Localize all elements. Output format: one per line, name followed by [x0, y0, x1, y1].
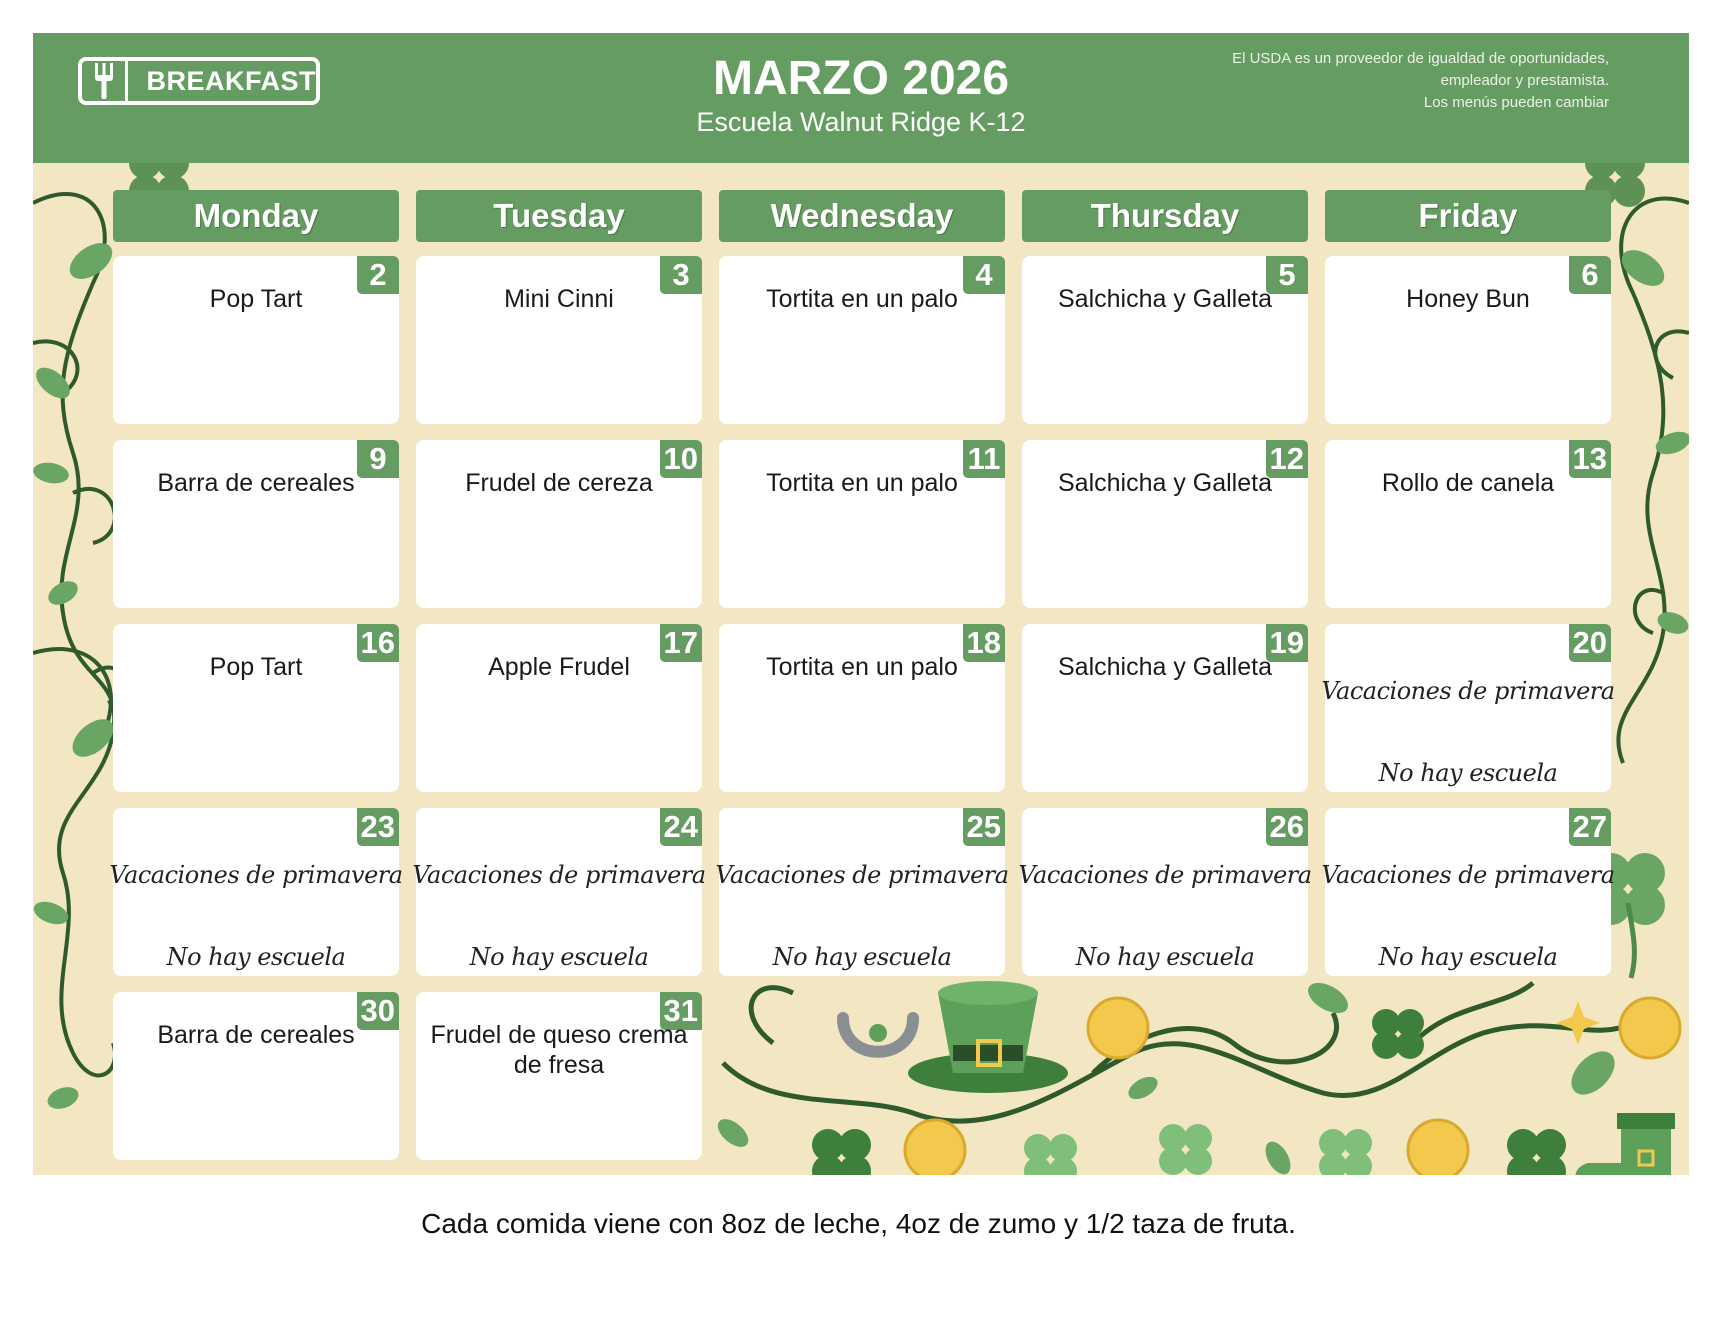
spring-break-note: Vacaciones de primavera: [1321, 861, 1615, 889]
page-title: MARZO 2026: [712, 52, 1010, 105]
date-number: 16: [357, 624, 399, 662]
usda-line: empleador y prestamista.: [1440, 72, 1609, 89]
leprechaun-hat-icon: [908, 981, 1068, 1093]
spring-break-note: Vacaciones de primavera: [109, 861, 403, 889]
meal-item: Apple Frudel: [488, 653, 630, 681]
meal-item: Frudel de cereza: [465, 469, 653, 497]
footer-note: Cada comida viene con 8oz de leche, 4oz de zumo y 1/2 taza de fruta.: [421, 1208, 1296, 1239]
logo-label: BREAKFAST: [146, 65, 316, 96]
st-patricks-illustration: [33, 33, 1689, 1175]
sparkle-icon: [1556, 1001, 1600, 1045]
boot-icon: [1575, 1113, 1675, 1175]
no-school-note: No hay escuela: [166, 943, 346, 971]
school-name: Escuela Walnut Ridge K-12: [696, 107, 1026, 137]
no-school-note: No hay escuela: [772, 943, 952, 971]
date-number: 23: [357, 808, 399, 846]
date-number: 4: [963, 256, 1005, 294]
spring-break-note: Vacaciones de primavera: [412, 861, 706, 889]
day-header-thursday: Thursday: [1022, 190, 1308, 242]
date-number: 6: [1569, 256, 1611, 294]
day-header-monday: Monday: [113, 190, 399, 242]
meal-item: Rollo de canela: [1381, 469, 1555, 497]
date-number: 24: [660, 808, 702, 846]
spring-break-note: Vacaciones de primavera: [1321, 677, 1615, 705]
spring-break-note: Vacaciones de primavera: [715, 861, 1009, 889]
date-number: 27: [1569, 808, 1611, 846]
usda-line: Los menús pueden cambiar: [1423, 94, 1609, 111]
meal-item: Barra de cereales: [157, 469, 355, 497]
date-number: 2: [357, 256, 399, 294]
meal-item: Barra de cereales: [157, 1021, 355, 1049]
meal-item: Mini Cinni: [504, 285, 614, 313]
no-school-note: No hay escuela: [1075, 943, 1255, 971]
date-number: 11: [963, 440, 1005, 478]
date-number: 9: [357, 440, 399, 478]
usda-line: El USDA es un proveedor de igualdad de oportunidades,: [1232, 50, 1609, 67]
spring-break-note: Vacaciones de primavera: [1018, 861, 1312, 889]
date-number: 31: [660, 992, 702, 1030]
meal-item: Salchicha y Galleta: [1057, 285, 1272, 313]
meal-item: Salchicha y Galleta: [1057, 469, 1272, 497]
date-number: 20: [1569, 624, 1611, 662]
meal-item: Tortita en un palo: [766, 653, 958, 681]
meal-item: Salchicha y Galleta: [1057, 653, 1272, 681]
no-school-note: No hay escuela: [1378, 943, 1558, 971]
date-number: 18: [963, 624, 1005, 662]
meal-item: Tortita en un palo: [766, 469, 958, 497]
date-number: 19: [1266, 624, 1308, 662]
meal-item: Pop Tart: [209, 653, 303, 681]
date-number: 17: [660, 624, 702, 662]
date-number: 26: [1266, 808, 1308, 846]
date-number: 10: [660, 440, 702, 478]
meal-item: Tortita en un palo: [766, 285, 958, 313]
meal-item: Frudel de queso crema de fresa: [430, 1021, 688, 1079]
date-number: 5: [1266, 256, 1308, 294]
date-number: 25: [963, 808, 1005, 846]
date-number: 3: [660, 256, 702, 294]
meal-item: Honey Bun: [1406, 285, 1530, 313]
date-number: 13: [1569, 440, 1611, 478]
day-header-friday: Friday: [1325, 190, 1611, 242]
date-number: 12: [1266, 440, 1308, 478]
clover-icon: [1024, 1124, 1372, 1175]
no-school-note: No hay escuela: [469, 943, 649, 971]
day-header-tuesday: Tuesday: [416, 190, 702, 242]
date-number: 30: [357, 992, 399, 1030]
no-school-note: No hay escuela: [1378, 759, 1558, 787]
meal-item: Pop Tart: [209, 285, 303, 313]
horseshoe-icon: [843, 1018, 913, 1052]
day-header-wednesday: Wednesday: [719, 190, 1005, 242]
calendar-frame: [33, 33, 1689, 1175]
